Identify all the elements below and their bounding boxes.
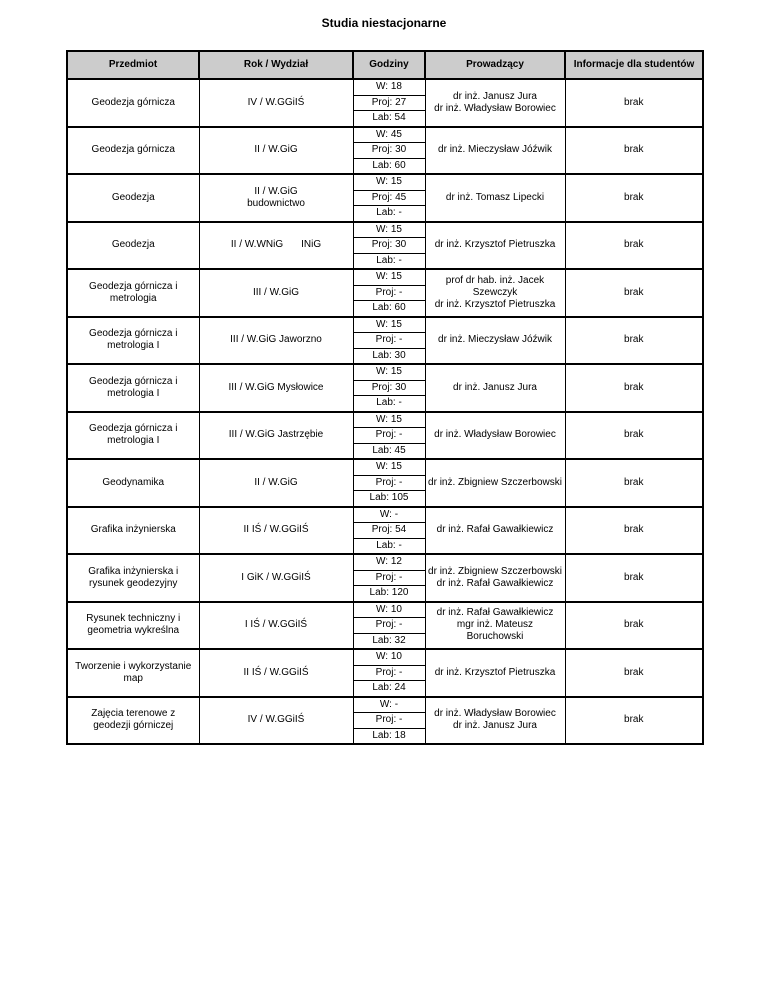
year-department-cell: II / W.GiG bbox=[199, 127, 353, 175]
student-info-cell: brak bbox=[565, 79, 703, 127]
course-group bbox=[67, 412, 703, 460]
hours-cell: W: 18 bbox=[353, 79, 425, 95]
hours-cell: Proj: - bbox=[353, 333, 425, 349]
course-group bbox=[67, 459, 703, 507]
table-row bbox=[67, 364, 703, 380]
hours-cell: Lab: - bbox=[353, 253, 425, 269]
subject-cell: Rysunek techniczny i geometria wykreślna bbox=[67, 602, 199, 650]
hours-cell: Proj: - bbox=[353, 618, 425, 634]
subject-cell: Geodezja bbox=[67, 222, 199, 270]
course-group bbox=[67, 222, 703, 270]
hours-cell: Proj: - bbox=[353, 713, 425, 729]
year-department-cell: III / W.GiG Mysłowice bbox=[199, 364, 353, 412]
teachers-cell: dr inż. Janusz Jura bbox=[425, 364, 565, 412]
hours-cell: Lab: 120 bbox=[353, 586, 425, 602]
hours-cell: W: 15 bbox=[353, 459, 425, 475]
hours-cell: Lab: 24 bbox=[353, 681, 425, 697]
teachers-cell: dr inż. Zbigniew Szczerbowski bbox=[425, 459, 565, 507]
student-info-cell: brak bbox=[565, 269, 703, 317]
subject-cell: Geodezja bbox=[67, 174, 199, 222]
student-info-cell: brak bbox=[565, 602, 703, 650]
year-department-cell: II IŚ / W.GGiIŚ bbox=[199, 507, 353, 555]
year-department-cell: II / W.GiG budownictwo bbox=[199, 174, 353, 222]
hours-cell: Lab: 105 bbox=[353, 491, 425, 507]
hours-cell: Proj: 30 bbox=[353, 143, 425, 159]
subject-cell: Geodynamika bbox=[67, 459, 199, 507]
student-info-cell: brak bbox=[565, 317, 703, 365]
subject-cell: Geodezja górnicza i metrologia I bbox=[67, 317, 199, 365]
year-department-cell: III / W.GiG Jastrzębie bbox=[199, 412, 353, 460]
teachers-cell: prof dr hab. inż. Jacek Szewczyk dr inż. Krzysztof Pietruszka bbox=[425, 269, 565, 317]
hours-cell: Proj: - bbox=[353, 285, 425, 301]
hours-cell: Lab: 60 bbox=[353, 158, 425, 174]
teachers-cell: dr inż. Rafał Gawałkiewicz bbox=[425, 507, 565, 555]
course-group bbox=[67, 174, 703, 222]
subject-cell: Geodezja górnicza bbox=[67, 79, 199, 127]
table-row bbox=[67, 602, 703, 618]
subject-cell: Grafika inżynierska bbox=[67, 507, 199, 555]
course-group bbox=[67, 602, 703, 650]
course-group bbox=[67, 649, 703, 697]
hours-cell: Proj: 27 bbox=[353, 95, 425, 111]
hours-cell: Proj: - bbox=[353, 665, 425, 681]
hours-cell: Proj: 45 bbox=[353, 190, 425, 206]
hours-cell: W: 10 bbox=[353, 649, 425, 665]
table-row bbox=[67, 507, 703, 523]
year-department-cell bbox=[199, 222, 353, 270]
hours-cell: Lab: 18 bbox=[353, 728, 425, 744]
table-row bbox=[67, 412, 703, 428]
subject-cell: Grafika inżynierska i rysunek geodezyjny bbox=[67, 554, 199, 602]
year-department-cell: IV / W.GGiIŚ bbox=[199, 79, 353, 127]
hours-cell: W: - bbox=[353, 697, 425, 713]
hours-cell: W: 45 bbox=[353, 127, 425, 143]
hours-cell: W: 15 bbox=[353, 364, 425, 380]
subject-cell: Geodezja górnicza i metrologia I bbox=[67, 412, 199, 460]
teachers-cell: dr inż. Zbigniew Szczerbowski dr inż. Rafał Gawałkiewicz bbox=[425, 554, 565, 602]
student-info-cell: brak bbox=[565, 507, 703, 555]
year-department-cell: I GiK / W.GGiIŚ bbox=[199, 554, 353, 602]
course-group bbox=[67, 554, 703, 602]
student-info-cell: brak bbox=[565, 697, 703, 745]
hours-cell: Lab: 45 bbox=[353, 443, 425, 459]
teachers-cell: dr inż. Mieczysław Jóźwik bbox=[425, 127, 565, 175]
header-teachers: Prowadzący bbox=[425, 51, 565, 79]
year-department-text: II / W.WNiG bbox=[230, 239, 284, 251]
year-department-cell: III / W.GiG Jaworzno bbox=[199, 317, 353, 365]
student-info-cell: brak bbox=[565, 174, 703, 222]
teachers-cell: dr inż. Krzysztof Pietruszka bbox=[425, 222, 565, 270]
table-row bbox=[67, 174, 703, 190]
student-info-cell: brak bbox=[565, 364, 703, 412]
table-row bbox=[67, 554, 703, 570]
table-row bbox=[67, 317, 703, 333]
teachers-cell: dr inż. Władysław Borowiec bbox=[425, 412, 565, 460]
table-row bbox=[67, 127, 703, 143]
hours-cell: Lab: - bbox=[353, 538, 425, 554]
teachers-cell: dr inż. Tomasz Lipecki bbox=[425, 174, 565, 222]
document-title: Studia niestacjonarne bbox=[321, 16, 447, 30]
hours-cell: W: 10 bbox=[353, 602, 425, 618]
year-department-cell: II / W.GiG bbox=[199, 459, 353, 507]
header-hours: Godziny bbox=[353, 51, 425, 79]
student-info-cell: brak bbox=[565, 554, 703, 602]
student-info-cell: brak bbox=[565, 412, 703, 460]
course-schedule-table bbox=[66, 50, 704, 745]
table-row bbox=[67, 649, 703, 665]
table-row bbox=[67, 459, 703, 475]
hours-cell: Lab: - bbox=[353, 396, 425, 412]
course-group bbox=[67, 507, 703, 555]
subject-cell: Tworzenie i wykorzystanie map bbox=[67, 649, 199, 697]
hours-cell: W: 15 bbox=[353, 269, 425, 285]
teachers-cell: dr inż. Władysław Borowiec dr inż. Janusz Jura bbox=[425, 697, 565, 745]
year-department-cell: III / W.GiG bbox=[199, 269, 353, 317]
course-group bbox=[67, 697, 703, 745]
hours-cell: Lab: 60 bbox=[353, 301, 425, 317]
header-year-department: Rok / Wydział bbox=[199, 51, 353, 79]
teachers-cell: dr inż. Krzysztof Pietruszka bbox=[425, 649, 565, 697]
hours-cell: Proj: - bbox=[353, 428, 425, 444]
year-department-extra-text: INiG bbox=[301, 239, 322, 251]
hours-cell: Proj: - bbox=[353, 475, 425, 491]
course-group bbox=[67, 79, 703, 127]
hours-cell: W: 12 bbox=[353, 554, 425, 570]
subject-cell: Geodezja górnicza bbox=[67, 127, 199, 175]
hours-cell: W: 15 bbox=[353, 412, 425, 428]
hours-cell: Lab: - bbox=[353, 206, 425, 222]
hours-cell: W: - bbox=[353, 507, 425, 523]
hours-cell: W: 15 bbox=[353, 222, 425, 238]
hours-cell: Proj: 30 bbox=[353, 380, 425, 396]
year-department-cell: I IŚ / W.GGiIŚ bbox=[199, 602, 353, 650]
hours-cell: Proj: 54 bbox=[353, 523, 425, 539]
subject-cell: Geodezja górnicza i metrologia I bbox=[67, 364, 199, 412]
hours-cell: Lab: 32 bbox=[353, 633, 425, 649]
hours-cell: Proj: - bbox=[353, 570, 425, 586]
year-department-cell: II IŚ / W.GGiIŚ bbox=[199, 649, 353, 697]
hours-cell: W: 15 bbox=[353, 174, 425, 190]
hours-cell: Lab: 30 bbox=[353, 348, 425, 364]
hours-cell: W: 15 bbox=[353, 317, 425, 333]
course-group bbox=[67, 364, 703, 412]
course-group bbox=[67, 269, 703, 317]
student-info-cell: brak bbox=[565, 459, 703, 507]
year-department-cell: IV / W.GGiIŚ bbox=[199, 697, 353, 745]
hours-cell: Proj: 30 bbox=[353, 238, 425, 254]
subject-cell: Geodezja górnicza i metrologia bbox=[67, 269, 199, 317]
header-subject: Przedmiot bbox=[67, 51, 199, 79]
course-group bbox=[67, 317, 703, 365]
table-header-row bbox=[67, 51, 703, 79]
header-student-info: Informacje dla studentów bbox=[565, 51, 703, 79]
table-row bbox=[67, 79, 703, 95]
teachers-cell: dr inż. Janusz Jura dr inż. Władysław Borowiec bbox=[425, 79, 565, 127]
subject-cell: Zajęcia terenowe z geodezji górniczej bbox=[67, 697, 199, 745]
student-info-cell: brak bbox=[565, 222, 703, 270]
teachers-cell: dr inż. Rafał Gawałkiewicz mgr inż. Mateusz Boruchowski bbox=[425, 602, 565, 650]
student-info-cell: brak bbox=[565, 649, 703, 697]
hours-cell: Lab: 54 bbox=[353, 111, 425, 127]
teachers-cell: dr inż. Mieczysław Jóźwik bbox=[425, 317, 565, 365]
table-row bbox=[67, 222, 703, 238]
table-row bbox=[67, 269, 703, 285]
student-info-cell: brak bbox=[565, 127, 703, 175]
table-row bbox=[67, 697, 703, 713]
course-group bbox=[67, 127, 703, 175]
